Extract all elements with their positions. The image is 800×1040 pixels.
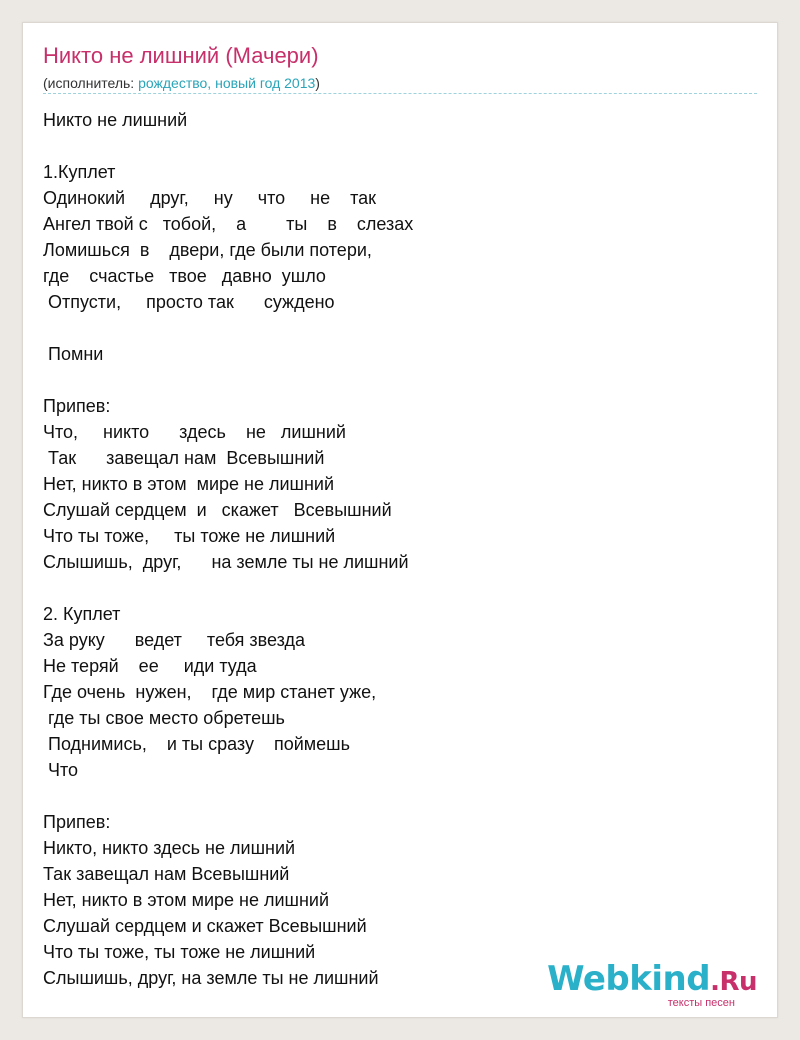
lyric-line: Что ты тоже, ты тоже не лишний (43, 526, 336, 546)
logo-wordmark (547, 960, 757, 1001)
lyric-line: 1.Куплет (43, 162, 116, 182)
logo-tld: .Ru (710, 967, 757, 997)
performer-line (43, 75, 320, 91)
lyrics-text (43, 107, 743, 991)
lyric-line: Где очень нужен, где мир станет уже, (43, 682, 377, 702)
lyric-line: Что (43, 760, 79, 780)
lyric-line: За руку ведет тебя звезда (43, 630, 306, 650)
webkind-logo[interactable] (547, 960, 757, 1009)
song-title: Никто не лишний (Мачери) (43, 43, 319, 68)
lyric-line: Слышишь, друг, на земле ты не лишний (43, 968, 379, 988)
lyric-line: Поднимись, и ты сразу поймешь (43, 734, 350, 754)
logo-tagline: тексты песен (667, 997, 735, 1009)
lyric-line: Никто, никто здесь не лишний (43, 838, 296, 858)
lyric-line: Не теряй ее иди туда (43, 656, 257, 676)
lyric-line: Что ты тоже, ты тоже не лишний (43, 942, 316, 962)
performer-prefix: (исполнитель: (43, 75, 139, 91)
lyric-line: Нет, никто в этом мире не лишний (43, 890, 330, 910)
performer-link[interactable]: рождество, новый год 2013 (138, 75, 316, 91)
performer-suffix: ) (315, 75, 320, 91)
lyric-line: Помни (43, 344, 104, 364)
lyric-line: Одинокий друг, ну что не так (43, 188, 377, 208)
lyric-line: Ломишься в двери, где были потери, (43, 240, 372, 260)
logo-main-text: Webkind (547, 959, 711, 999)
lyric-line: где ты свое место обретешь (43, 708, 285, 728)
lyric-line (43, 367, 743, 393)
lyric-line: Слышишь, друг, на земле ты не лишний (43, 552, 409, 572)
lyric-line: где счастье твое давно ушло (43, 266, 326, 286)
lyric-line (43, 575, 743, 601)
lyric-line: Слушай сердцем и скажет Всевышний (43, 916, 367, 936)
lyric-line: Припев: (43, 396, 111, 416)
lyric-line: Ангел твой с тобой, а ты в слезах (43, 214, 414, 234)
lyric-line: Что, никто здесь не лишний (43, 422, 346, 442)
lyric-line: Припев: (43, 812, 111, 832)
lyric-line: Так завещал нам Всевышний (43, 864, 290, 884)
lyric-line (43, 315, 743, 341)
lyric-line: Слушай сердцем и скажет Всевышний (43, 500, 392, 520)
lyric-line: Нет, никто в этом мире не лишний (43, 474, 335, 494)
lyric-line: 2. Куплет (43, 604, 121, 624)
lyric-line (43, 133, 743, 159)
lyric-line: Никто не лишний (43, 110, 188, 130)
divider (43, 93, 757, 94)
lyrics-page (22, 22, 778, 1018)
lyric-line: Отпусти, просто так суждено (43, 292, 335, 312)
lyric-line (43, 783, 743, 809)
lyric-line: Так завещал нам Всевышний (43, 448, 325, 468)
